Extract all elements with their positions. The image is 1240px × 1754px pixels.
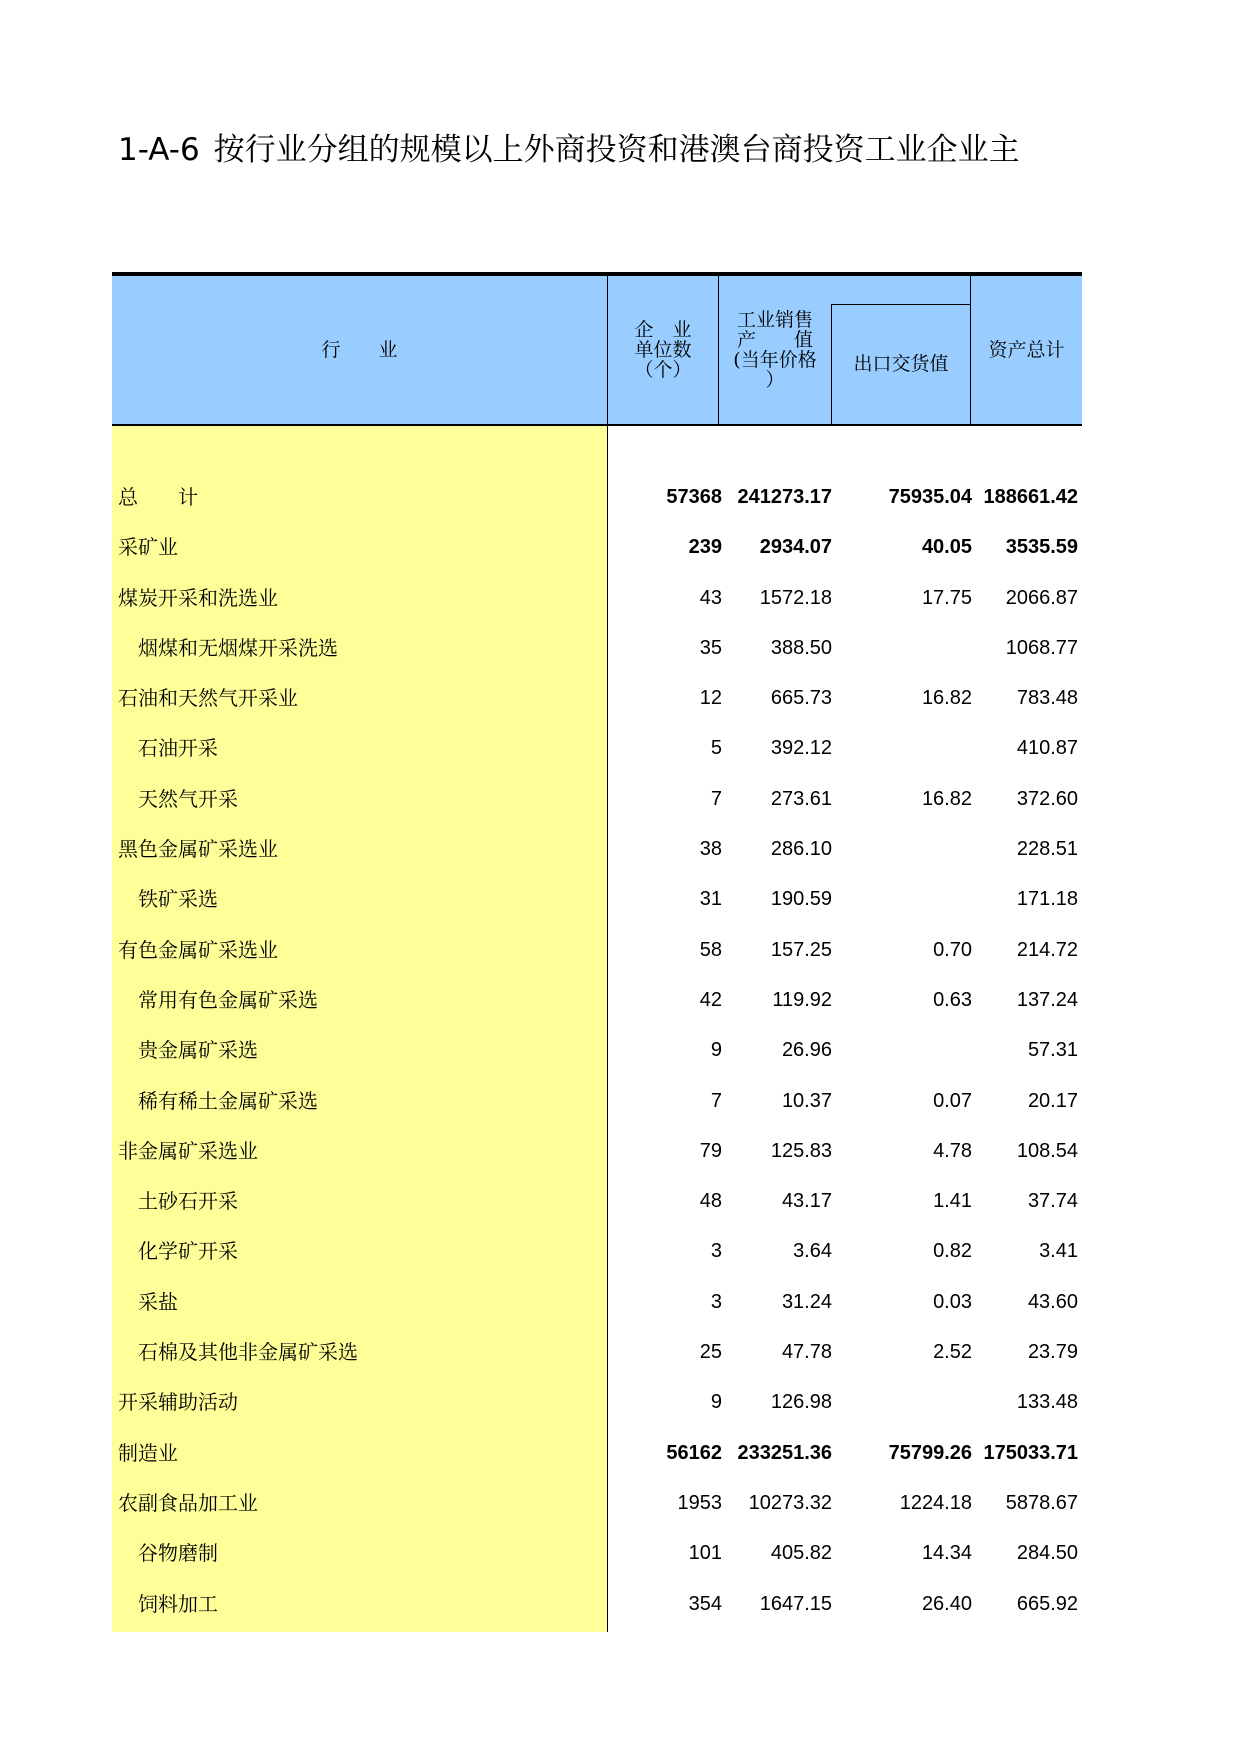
sales-value-cell: 190.59 [770,888,832,911]
sales-value-cell: 1647.15 [759,1592,832,1615]
total-assets-cell: 20.17 [1027,1089,1078,1112]
header-units-line2: 单位数 [634,339,692,361]
export-value-cell: 16.82 [921,787,972,810]
page-title [118,128,1082,172]
table-row [112,925,1082,975]
export-value-cell [832,824,972,874]
sales-value-cell: 125.83 [770,1139,832,1162]
sales-value-cell: 665.73 [770,687,832,710]
industry-name-cell: 采盐 [138,1289,178,1314]
sales-value-cell: 10273.32 [748,1491,832,1514]
total-assets-cell: 43.60 [1027,1290,1078,1313]
total-assets-cell: 3535.59 [1005,536,1078,559]
table-row [112,623,1082,673]
sales-value-cell: 47.78 [781,1341,832,1364]
industry-name-cell: 农副食品加工业 [118,1490,258,1515]
total-assets-cell: 108.54 [1016,1139,1078,1162]
table-row [112,1277,1082,1327]
export-value-cell: 0.07 [933,1089,972,1112]
export-value-cell [832,1025,972,1075]
header-sales-line2: 产 值 [736,329,813,351]
units-cell: 58 [699,938,722,961]
table-code: 1-A-6 [118,132,200,168]
industry-name-cell: 非金属矿采选业 [118,1138,258,1163]
industry-name-cell: 煤炭开采和洗选业 [118,585,278,610]
table-row [112,1478,1082,1528]
header-units-line1: 企 业 [634,319,692,341]
total-assets-cell: 284.50 [1016,1542,1078,1565]
table-row [112,1226,1082,1276]
data-table [112,272,1082,1632]
table-row [112,774,1082,824]
table-row [112,1176,1082,1226]
sales-value-cell: 10.37 [781,1089,832,1112]
industry-name-cell: 常用有色金属矿采选 [138,987,318,1012]
units-cell: 48 [699,1190,722,1213]
units-cell: 25 [699,1341,722,1364]
units-cell: 79 [699,1139,722,1162]
export-value-cell: 2.52 [933,1341,972,1364]
units-cell: 5 [710,737,722,760]
total-assets-cell: 188661.42 [983,486,1078,508]
units-cell: 9 [710,1039,722,1062]
table-row [112,874,1082,924]
industry-name-cell: 天然气开采 [138,786,238,811]
total-assets-cell: 57.31 [1027,1039,1078,1062]
table-row [112,975,1082,1025]
export-value-cell: 26.40 [921,1592,972,1615]
export-value-cell: 4.78 [933,1139,972,1162]
export-value-cell [832,1377,972,1427]
table-row [112,1025,1082,1075]
header-units-line3: （个） [634,359,692,381]
industry-name-cell: 稀有稀土金属矿采选 [138,1088,318,1113]
sales-value-cell: 233251.36 [737,1441,832,1464]
export-value-cell: 0.03 [933,1290,972,1313]
header-export [832,304,970,424]
units-cell: 35 [699,636,722,659]
table-row [112,1377,1082,1427]
units-cell: 101 [688,1542,722,1565]
sales-value-cell: 31.24 [781,1290,832,1313]
industry-name-cell: 采矿业 [118,535,178,560]
export-value-cell: 14.34 [921,1542,972,1565]
header-sales-line1: 工业销售 [736,309,813,331]
units-cell: 56162 [666,1441,722,1464]
export-value-cell [832,623,972,673]
export-value-cell [832,723,972,773]
total-assets-cell: 175033.71 [983,1441,1078,1464]
sales-value-cell: 43.17 [781,1190,832,1213]
table-title: 按行业分组的规模以上外商投资和港澳台商投资工业企业主 [213,132,1020,168]
header-sales-line3: (当年价格 [733,349,817,371]
units-cell: 38 [699,838,722,861]
units-cell: 12 [699,687,722,710]
sales-value-cell: 405.82 [770,1542,832,1565]
total-assets-cell: 214.72 [1016,938,1078,961]
units-cell: 3 [710,1240,722,1263]
industry-name-cell: 制造业 [118,1440,178,1465]
total-assets-cell: 171.18 [1016,888,1078,911]
export-value-cell: 0.70 [933,938,972,961]
table-row [112,522,1082,572]
total-assets-cell: 1068.77 [1005,636,1078,659]
total-assets-cell: 372.60 [1016,787,1078,810]
table-row [112,673,1082,723]
sales-value-cell: 392.12 [770,737,832,760]
units-cell: 9 [710,1391,722,1414]
table-row [112,1428,1082,1478]
industry-name-cell: 石油开采 [138,736,218,761]
table-row [112,573,1082,623]
export-value-cell: 1224.18 [899,1491,972,1514]
units-cell: 239 [688,536,722,559]
total-assets-cell: 133.48 [1016,1391,1078,1414]
sales-value-cell: 3.64 [793,1240,832,1263]
table-body [112,472,1082,1629]
total-assets-cell: 783.48 [1016,687,1078,710]
units-cell: 1953 [677,1491,722,1514]
sales-value-cell: 126.98 [770,1391,832,1414]
industry-name-cell: 石油和天然气开采业 [118,686,298,711]
total-assets-cell: 228.51 [1016,838,1078,861]
export-value-cell: 0.63 [933,988,972,1011]
table-header [112,276,1082,426]
export-value-cell: 0.82 [933,1240,972,1263]
sales-value-cell: 273.61 [770,787,832,810]
industry-name-cell: 谷物磨制 [138,1541,218,1566]
header-assets [971,276,1082,424]
units-cell: 3 [710,1290,722,1313]
industry-name-cell: 黑色金属矿采选业 [118,837,278,862]
industry-name-cell: 饲料加工 [138,1591,218,1616]
industry-name-cell: 有色金属矿采选业 [118,937,278,962]
header-industry [112,276,607,424]
table-row [112,1327,1082,1377]
units-cell: 354 [688,1592,722,1615]
sales-value-cell: 119.92 [772,988,832,1011]
units-cell: 57368 [666,486,722,508]
export-value-cell: 75799.26 [888,1441,972,1464]
total-assets-cell: 665.92 [1016,1592,1078,1615]
sales-value-cell: 241273.17 [737,486,832,508]
industry-name-cell: 化学矿开采 [138,1239,238,1264]
units-cell: 43 [699,586,722,609]
export-value-cell: 16.82 [921,687,972,710]
industry-name-cell: 铁矿采选 [138,887,218,912]
total-assets-cell: 410.87 [1016,737,1078,760]
units-cell: 7 [710,787,722,810]
total-assets-cell: 23.79 [1027,1341,1078,1364]
sales-value-cell: 26.96 [781,1039,832,1062]
export-value-cell: 17.75 [921,586,972,609]
table-row [112,1126,1082,1176]
units-cell: 31 [699,888,722,911]
table-row [112,723,1082,773]
sales-value-cell: 157.25 [770,938,832,961]
table-row [112,1076,1082,1126]
export-value-cell: 75935.04 [888,486,972,508]
sales-value-cell: 286.10 [770,838,832,861]
industry-name-cell: 贵金属矿采选 [138,1038,258,1063]
header-sales [719,276,831,424]
units-cell: 7 [710,1089,722,1112]
header-sales-line4: ） [765,369,785,391]
table-row [112,1579,1082,1629]
industry-name-cell: 烟煤和无烟煤开采洗选 [138,635,338,660]
units-cell: 42 [699,988,722,1011]
export-value-cell [832,874,972,924]
total-assets-cell: 2066.87 [1005,586,1078,609]
industry-name-cell: 开采辅助活动 [118,1390,238,1415]
table-row [112,472,1082,522]
total-assets-cell: 37.74 [1027,1190,1078,1213]
total-assets-cell: 5878.67 [1005,1491,1078,1514]
total-assets-cell: 137.24 [1016,988,1078,1011]
sales-value-cell: 1572.18 [759,586,832,609]
export-value-cell: 1.41 [933,1190,972,1213]
sales-value-cell: 388.50 [770,636,832,659]
header-industry-label: 行 业 [321,339,398,361]
table-row [112,1528,1082,1578]
total-assets-cell: 3.41 [1039,1240,1078,1263]
industry-name-cell: 总 计 [118,485,198,509]
table-row [112,824,1082,874]
sales-value-cell: 2934.07 [759,536,832,559]
header-units [608,276,718,424]
industry-name-cell: 土砂石开采 [138,1189,238,1214]
export-value-cell: 40.05 [921,536,972,559]
industry-name-cell: 石棉及其他非金属矿采选 [138,1340,358,1365]
header-export-label: 出口交货值 [853,353,949,375]
header-assets-label: 资产总计 [988,339,1065,361]
